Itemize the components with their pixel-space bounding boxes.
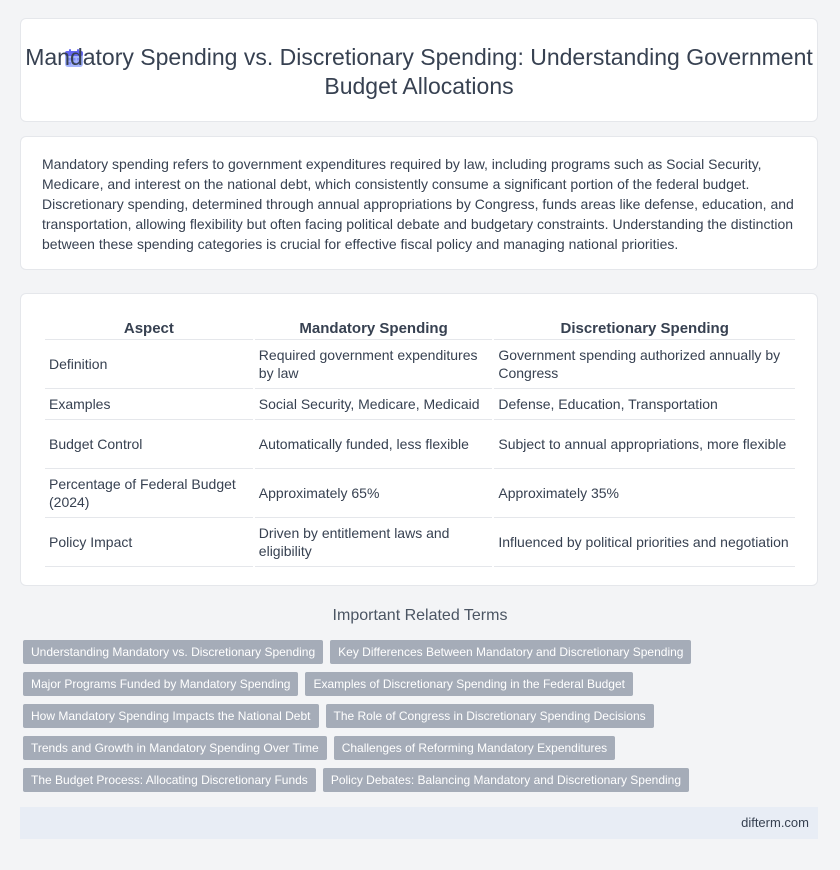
table-cell: Social Security, Medicare, Medicaid bbox=[255, 389, 493, 420]
related-term-tag[interactable]: Examples of Discretionary Spending in the Federal Budget bbox=[305, 672, 633, 696]
tag-row bbox=[23, 640, 723, 664]
related-terms-list bbox=[23, 640, 723, 800]
related-term-tag[interactable]: Trends and Growth in Mandatory Spending Over Time bbox=[23, 736, 327, 760]
table-cell: Approximately 65% bbox=[255, 469, 493, 518]
tag-row bbox=[23, 672, 723, 696]
table-cell: Influenced by political priorities and negotiation bbox=[494, 518, 795, 567]
related-term-tag[interactable]: Challenges of Reforming Mandatory Expenditures bbox=[334, 736, 615, 760]
related-term-tag[interactable]: Policy Debates: Balancing Mandatory and Discretionary Spending bbox=[323, 768, 689, 792]
column-header-discretionary: Discretionary Spending bbox=[494, 314, 795, 340]
related-term-tag[interactable]: Understanding Mandatory vs. Discretionary Spending bbox=[23, 640, 323, 664]
table-cell: Policy Impact bbox=[45, 518, 253, 567]
table-row bbox=[45, 340, 795, 389]
table-cell: Definition bbox=[45, 340, 253, 389]
table-row bbox=[45, 469, 795, 518]
intro-paragraph: Mandatory spending refers to government expenditures required by law, including programs such as Social Security, Medicare, and interest on the national debt, which consistently consume a significant portion of the federal budget. Discretionary spending, determined through annual appropriations by Congress, funds areas like defense, education, and transportation, allowing flexibility but often facing political debate and budgetary constraints. Understanding the distinction between these spending categories is crucial for effective fiscal policy and managing national priorities. bbox=[42, 156, 794, 252]
related-term-tag[interactable]: The Role of Congress in Discretionary Spending Decisions bbox=[326, 704, 654, 728]
tag-row bbox=[23, 704, 723, 728]
table-cell: Subject to annual appropriations, more flexible bbox=[494, 420, 795, 469]
related-term-tag[interactable]: Key Differences Between Mandatory and Discretionary Spending bbox=[330, 640, 691, 664]
comparison-table bbox=[43, 314, 797, 567]
related-terms-heading: Important Related Terms bbox=[332, 607, 508, 624]
table-cell: Automatically funded, less flexible bbox=[255, 420, 493, 469]
footer-site-link[interactable]: difterm.com bbox=[741, 815, 809, 830]
header-card bbox=[20, 18, 818, 122]
intro-card bbox=[20, 136, 818, 270]
tag-row bbox=[23, 768, 723, 792]
table-cell: Examples bbox=[45, 389, 253, 420]
table-cell: Driven by entitlement laws and eligibility bbox=[255, 518, 493, 567]
table-cell: Required government expenditures by law bbox=[255, 340, 493, 389]
comparison-table-card bbox=[20, 293, 818, 586]
table-row bbox=[45, 389, 795, 420]
tag-row bbox=[23, 736, 723, 760]
related-term-tag[interactable]: Major Programs Funded by Mandatory Spending bbox=[23, 672, 298, 696]
footer bbox=[20, 807, 818, 839]
table-row bbox=[45, 420, 795, 469]
table-cell: Defense, Education, Transportation bbox=[494, 389, 795, 420]
page-title: Mandatory Spending vs. Discretionary Spending: Understanding Government Budget Allocations bbox=[25, 44, 813, 99]
table-cell: Percentage of Federal Budget (2024) bbox=[45, 469, 253, 518]
table-header-row bbox=[45, 314, 795, 340]
table-cell: Budget Control bbox=[45, 420, 253, 469]
related-term-tag[interactable]: The Budget Process: Allocating Discretionary Funds bbox=[23, 768, 316, 792]
table-cell: Approximately 35% bbox=[494, 469, 795, 518]
related-term-tag[interactable]: How Mandatory Spending Impacts the National Debt bbox=[23, 704, 319, 728]
column-header-aspect: Aspect bbox=[45, 314, 253, 340]
table-cell: Government spending authorized annually by Congress bbox=[494, 340, 795, 389]
column-header-mandatory: Mandatory Spending bbox=[255, 314, 493, 340]
table-row bbox=[45, 518, 795, 567]
